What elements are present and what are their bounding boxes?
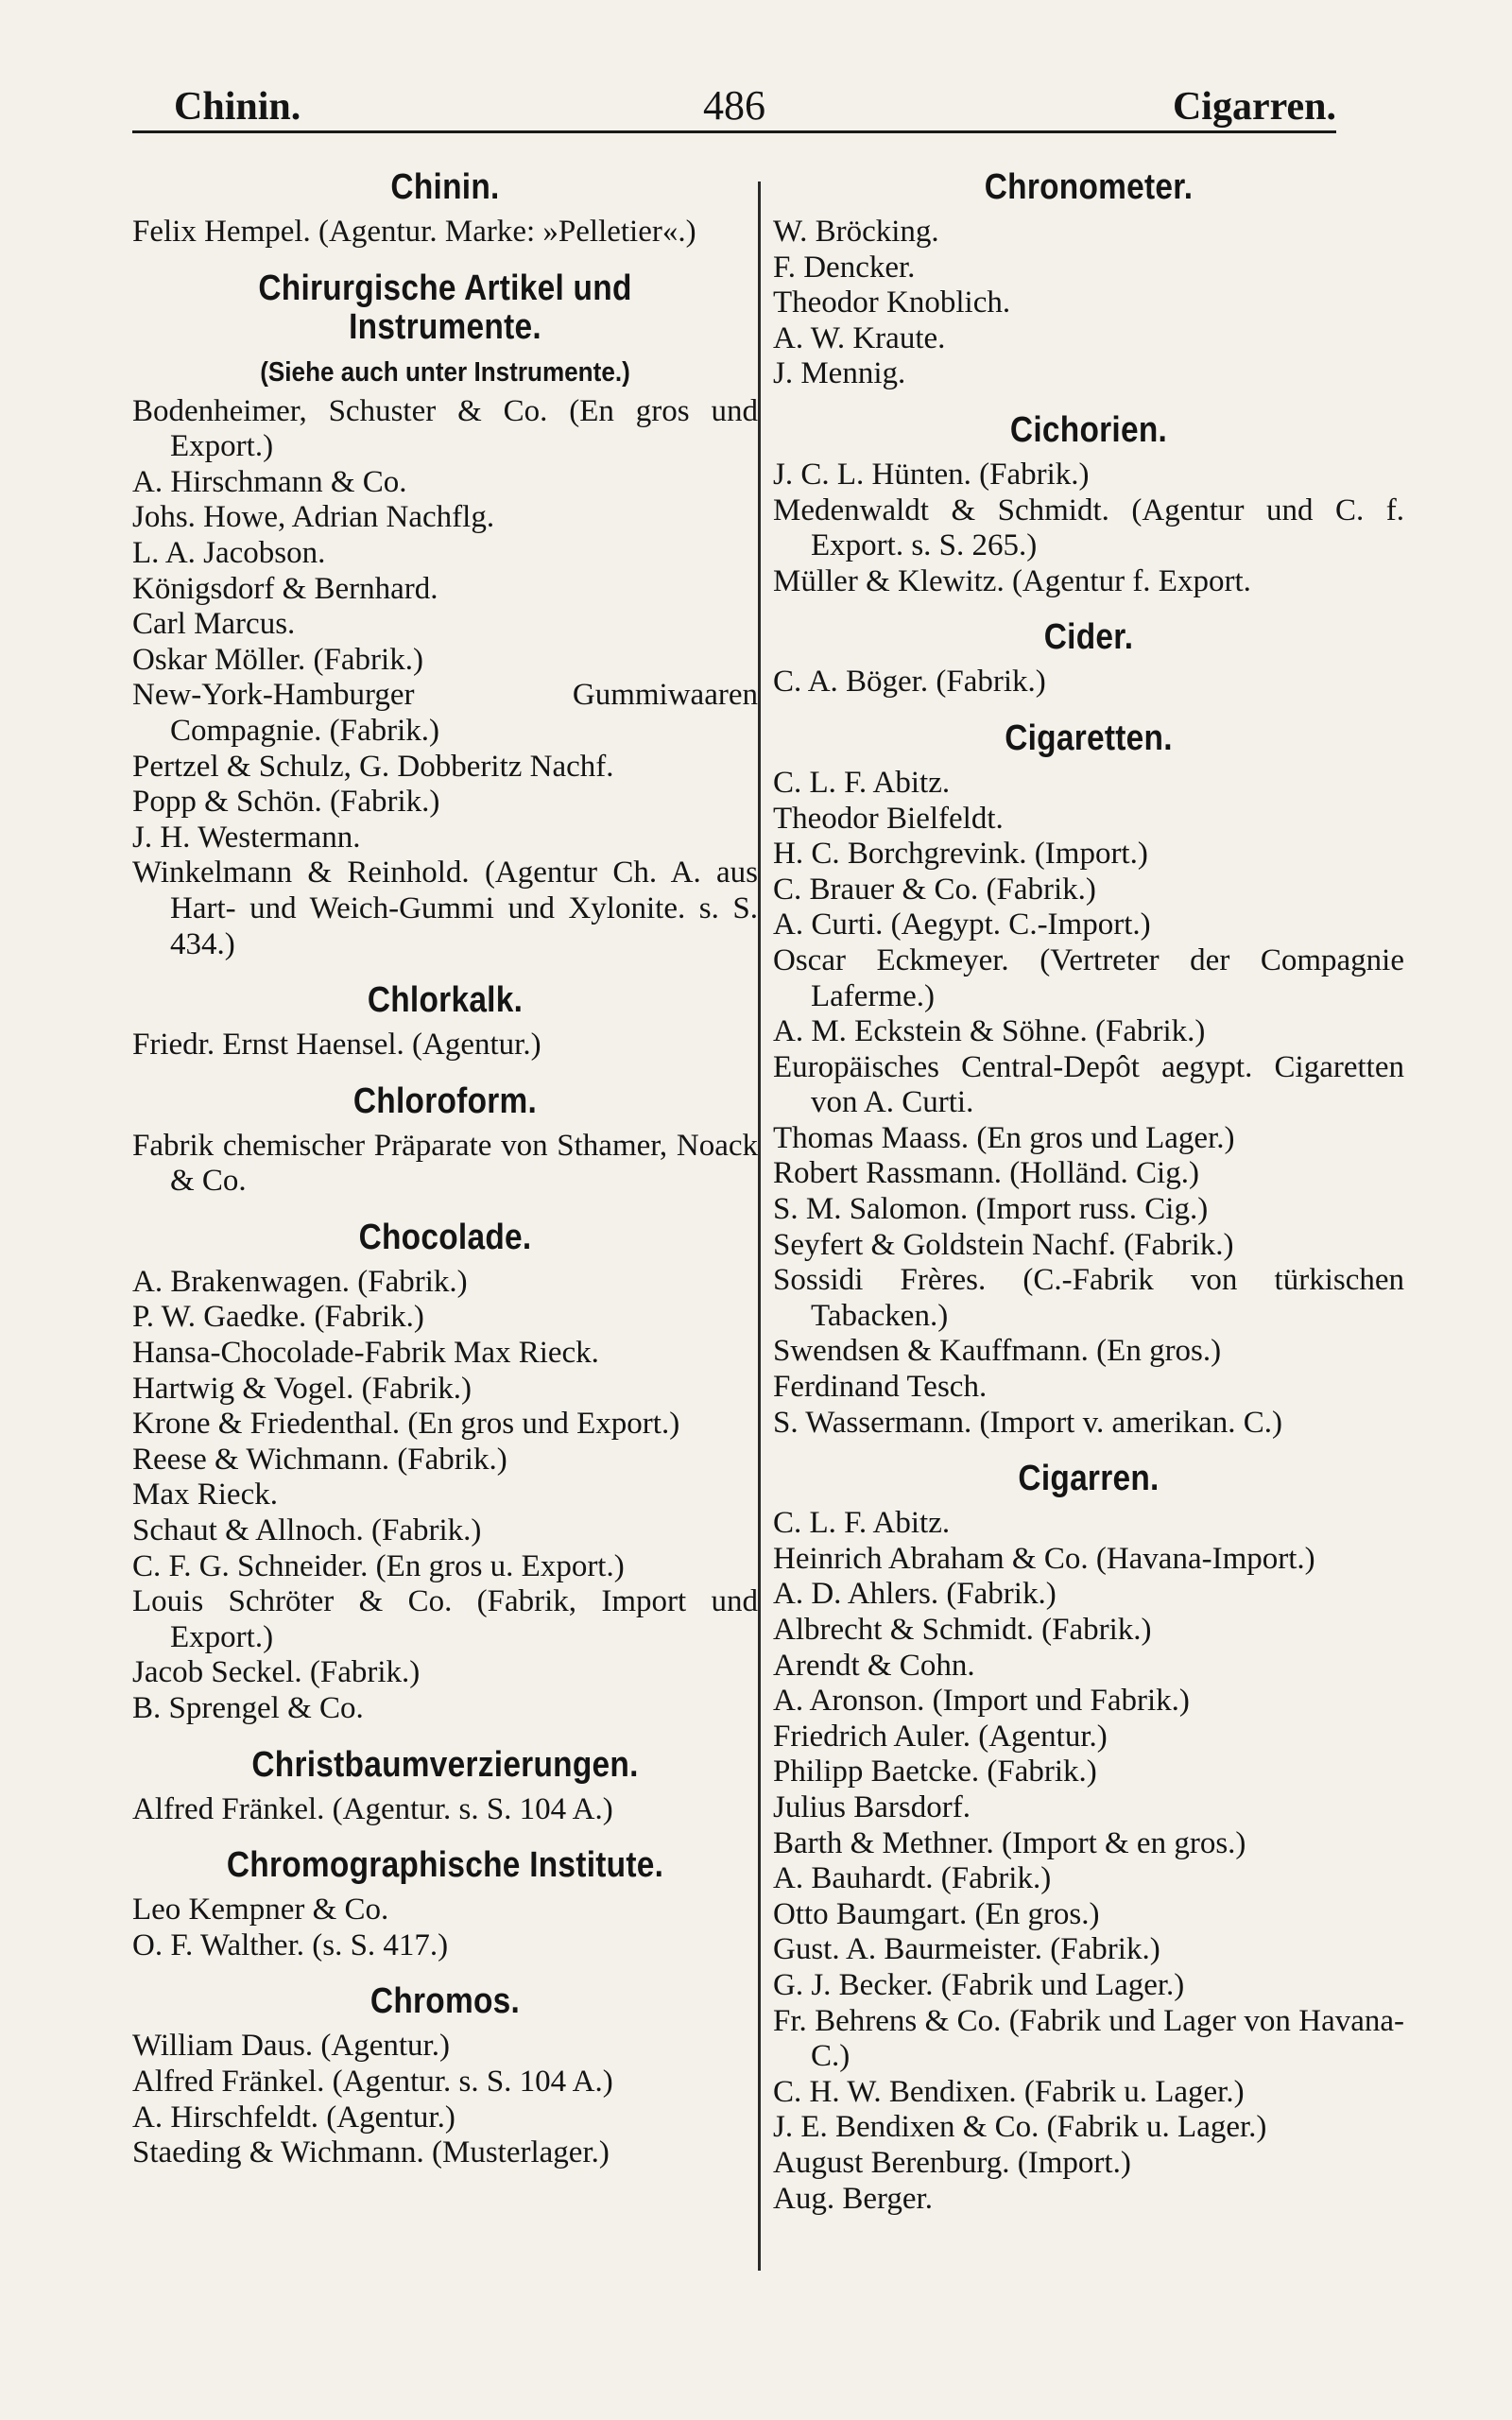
directory-entry: C. F. G. Schneider. (En gros u. Export.) — [132, 1548, 625, 1583]
directory-entry: Medenwaldt & Schmidt. (Agentur und C. f. Export. s. S. 265.) — [773, 493, 1404, 563]
section-title-text: Cichorien. — [1009, 409, 1168, 450]
directory-entry: C. Brauer & Co. (Fabrik.) — [773, 872, 1096, 907]
directory-section — [773, 411, 1404, 599]
section-title — [811, 719, 1366, 758]
directory-entry: Friedr. Ernst Haensel. (Agentur.) — [132, 1028, 541, 1063]
directory-entry: Otto Baumgart. (En gros.) — [773, 1896, 1100, 1931]
directory-entry: Schaut & Allnoch. (Fabrik.) — [132, 1513, 482, 1548]
directory-entry: G. J. Becker. (Fabrik und Lager.) — [773, 1967, 1185, 2002]
directory-entry: P. W. Gaedke. (Fabrik.) — [132, 1300, 424, 1335]
directory-entry: Arendt & Cohn. — [773, 1648, 975, 1683]
directory-entry: Max Rieck. — [132, 1478, 278, 1512]
directory-entry: Reese & Wichmann. (Fabrik.) — [132, 1442, 507, 1477]
directory-entry: S. M. Salomon. (Import russ. Cig.) — [773, 1192, 1209, 1227]
directory-entry: Sossidi Frères. (C.-Fabrik von türkischen Tabacken.) — [773, 1263, 1404, 1333]
directory-entry: Popp & Schön. (Fabrik.) — [132, 785, 440, 820]
directory-section — [132, 1746, 758, 1828]
directory-entry: Müller & Klewitz. (Agentur f. Export. — [773, 563, 1251, 598]
section-title-text: Chinin. — [390, 167, 500, 207]
section-title — [170, 1982, 721, 2021]
left-column — [132, 168, 758, 2171]
running-head — [132, 74, 1336, 133]
directory-entry: Pertzel & Schulz, G. Dobberitz Nachf. — [132, 749, 614, 784]
section-title-text: Cigarren. — [1018, 1459, 1160, 1499]
directory-entry: Leo Kempner & Co. — [132, 1893, 389, 1927]
directory-entry: Alfred Fränkel. (Agentur. s. S. 104 A.) — [132, 2064, 613, 2099]
directory-entry: A. M. Eckstein & Söhne. (Fabrik.) — [773, 1014, 1206, 1049]
directory-entry: J. E. Bendixen & Co. (Fabrik u. Lager.) — [773, 2110, 1267, 2145]
section-title-text: Chronometer. — [984, 167, 1194, 207]
directory-section — [773, 1460, 1404, 2217]
directory-entry: Heinrich Abraham & Co. (Havana-Import.) — [773, 1541, 1315, 1576]
directory-entry: Alfred Fränkel. (Agentur. s. S. 104 A.) — [132, 1791, 613, 1826]
directory-entry: A. Bauhardt. (Fabrik.) — [773, 1861, 1052, 1896]
section-title — [170, 1746, 721, 1785]
section-title — [170, 981, 721, 1020]
section-title — [811, 411, 1366, 450]
directory-entry: Staeding & Wichmann. (Musterlager.) — [132, 2135, 610, 2170]
directory-entry: New-York-Hamburger Gummiwaaren Compagnie. (Fabrik.) — [132, 678, 758, 748]
directory-entry: Winkelmann & Reinhold. (Agentur Ch. A. aus Hart- und Weich-Gummi und Xylonite. s. S. 434.) — [132, 856, 758, 961]
directory-entry: Theodor Knoblich. — [773, 285, 1011, 320]
directory-entry: C. A. Böger. (Fabrik.) — [773, 665, 1046, 700]
directory-entry: A. W. Kraute. — [773, 320, 946, 355]
directory-entry: Krone & Friedenthal. (En gros und Export.) — [132, 1407, 680, 1442]
section-title — [170, 1082, 721, 1121]
directory-entry: A. D. Ahlers. (Fabrik.) — [773, 1577, 1057, 1612]
directory-section — [132, 1982, 758, 2170]
directory-section — [132, 1846, 758, 1963]
directory-entry: Swendsen & Kauffmann. (En gros.) — [773, 1334, 1222, 1369]
directory-entry: A. Aronson. (Import und Fabrik.) — [773, 1684, 1190, 1719]
directory-entry: A. Curti. (Aegypt. C.-Import.) — [773, 908, 1151, 942]
directory-entry: A. Hirschfeldt. (Agentur.) — [132, 2100, 455, 2135]
directory-entry: Johs. Howe, Adrian Nachflg. — [132, 500, 495, 535]
section-title-text: Chromographische Institute. — [226, 1845, 664, 1886]
section-title — [170, 269, 721, 347]
directory-entry: H. C. Borchgrevink. (Import.) — [773, 837, 1148, 872]
directory-entry: Julius Barsdorf. — [773, 1789, 971, 1824]
directory-entry: Hartwig & Vogel. (Fabrik.) — [132, 1371, 472, 1406]
directory-entry: S. Wassermann. (Import v. amerikan. C.) — [773, 1405, 1282, 1440]
running-head-left: Chinin. — [174, 85, 301, 129]
directory-entry: B. Sprengel & Co. — [132, 1691, 364, 1725]
directory-section — [773, 719, 1404, 1441]
directory-entry: Thomas Maass. (En gros und Lager.) — [773, 1120, 1235, 1155]
directory-section — [773, 618, 1404, 700]
directory-entry: Oskar Möller. (Fabrik.) — [132, 642, 423, 677]
directory-entry: Jacob Seckel. (Fabrik.) — [132, 1655, 421, 1690]
directory-section — [132, 981, 758, 1063]
directory-entry: Aug. Berger. — [773, 2181, 933, 2216]
directory-entry: Philipp Baetcke. (Fabrik.) — [773, 1754, 1097, 1789]
directory-entry: J. H. Westermann. — [132, 820, 361, 855]
directory-entry: J. C. L. Hünten. (Fabrik.) — [773, 457, 1090, 492]
directory-entry: Felix Hempel. (Agentur. Marke: »Pelletier«.) — [132, 215, 696, 249]
directory-section — [773, 168, 1404, 392]
section-title — [170, 1219, 721, 1257]
directory-entry: Fabrik chemischer Präparate von Sthamer, Noack & Co. — [132, 1128, 758, 1199]
section-title — [811, 1460, 1366, 1498]
directory-entry: Königsdorf & Bernhard. — [132, 571, 438, 606]
directory-entry: Robert Rassmann. (Holländ. Cig.) — [773, 1156, 1199, 1191]
section-title-text: Chromos. — [369, 1981, 521, 2022]
section-title-text: Christbaumverzierungen. — [251, 1744, 639, 1785]
directory-entry: C. L. F. Abitz. — [773, 1506, 951, 1541]
section-title — [811, 168, 1366, 207]
directory-section — [132, 269, 758, 963]
section-title — [170, 1846, 721, 1885]
section-title-text: Chloroform. — [352, 1080, 538, 1121]
section-subtitle: (Siehe auch unter Instrumente.) — [260, 356, 630, 388]
directory-entry: Theodor Bielfeldt. — [773, 801, 1004, 836]
directory-entry: Europäisches Central-Depôt aegypt. Cigaretten von A. Curti. — [773, 1049, 1404, 1120]
directory-entry: C. L. F. Abitz. — [773, 765, 951, 800]
section-title — [811, 618, 1366, 657]
section-title-text: Chirurgische Artikel und — [258, 268, 632, 308]
section-title-text: Chlorkalk. — [367, 980, 524, 1021]
directory-entry: C. H. W. Bendixen. (Fabrik u. Lager.) — [773, 2074, 1245, 2109]
directory-entry: Barth & Methner. (Import & en gros.) — [773, 1825, 1246, 1860]
directory-entry: A. Brakenwagen. (Fabrik.) — [132, 1264, 468, 1299]
directory-entry: F. Dencker. — [773, 250, 916, 285]
directory-entry: Bodenheimer, Schuster & Co. (En gros und Export.) — [132, 393, 758, 464]
column-divider — [758, 182, 761, 2271]
section-title-text: Cider. — [1043, 617, 1134, 658]
section-title — [170, 168, 721, 207]
directory-entry: Ferdinand Tesch. — [773, 1370, 988, 1405]
running-head-right: Cigarren. — [1172, 85, 1336, 129]
right-column — [773, 168, 1404, 2217]
directory-entry: August Berenburg. (Import.) — [773, 2145, 1131, 2180]
directory-section — [132, 1219, 758, 1727]
directory-section — [132, 168, 758, 251]
page-number: 486 — [703, 82, 765, 129]
directory-entry: Oscar Eckmeyer. (Vertreter der Compagnie Laferme.) — [773, 942, 1404, 1013]
directory-entry: Seyfert & Goldstein Nachf. (Fabrik.) — [773, 1227, 1234, 1262]
directory-entry: A. Hirschmann & Co. — [132, 464, 407, 499]
directory-section — [132, 1082, 758, 1200]
directory-entry: Louis Schröter & Co. (Fabrik, Import und Export.) — [132, 1584, 758, 1654]
directory-entry: Hansa-Chocolade-Fabrik Max Rieck. — [132, 1336, 599, 1371]
directory-entry: Gust. A. Baurmeister. (Fabrik.) — [773, 1932, 1160, 1967]
directory-entry: Carl Marcus. — [132, 607, 296, 642]
directory-entry: Friedrich Auler. (Agentur.) — [773, 1719, 1108, 1754]
directory-entry: O. F. Walther. (s. S. 417.) — [132, 1927, 449, 1962]
section-title-text: Cigaretten. — [1005, 717, 1173, 758]
directory-entry: J. Mennig. — [773, 356, 906, 391]
directory-entry: William Daus. (Agentur.) — [132, 2029, 450, 2064]
directory-entry: Albrecht & Schmidt. (Fabrik.) — [773, 1613, 1152, 1647]
directory-entry: W. Bröcking. — [773, 215, 939, 249]
directory-entry: Fr. Behrens & Co. (Fabrik und Lager von Havana-C.) — [773, 2003, 1404, 2074]
section-title-continuation: Instrumente. — [349, 306, 541, 347]
section-title-text: Chocolade. — [358, 1217, 532, 1257]
directory-entry: L. A. Jacobson. — [132, 535, 326, 570]
